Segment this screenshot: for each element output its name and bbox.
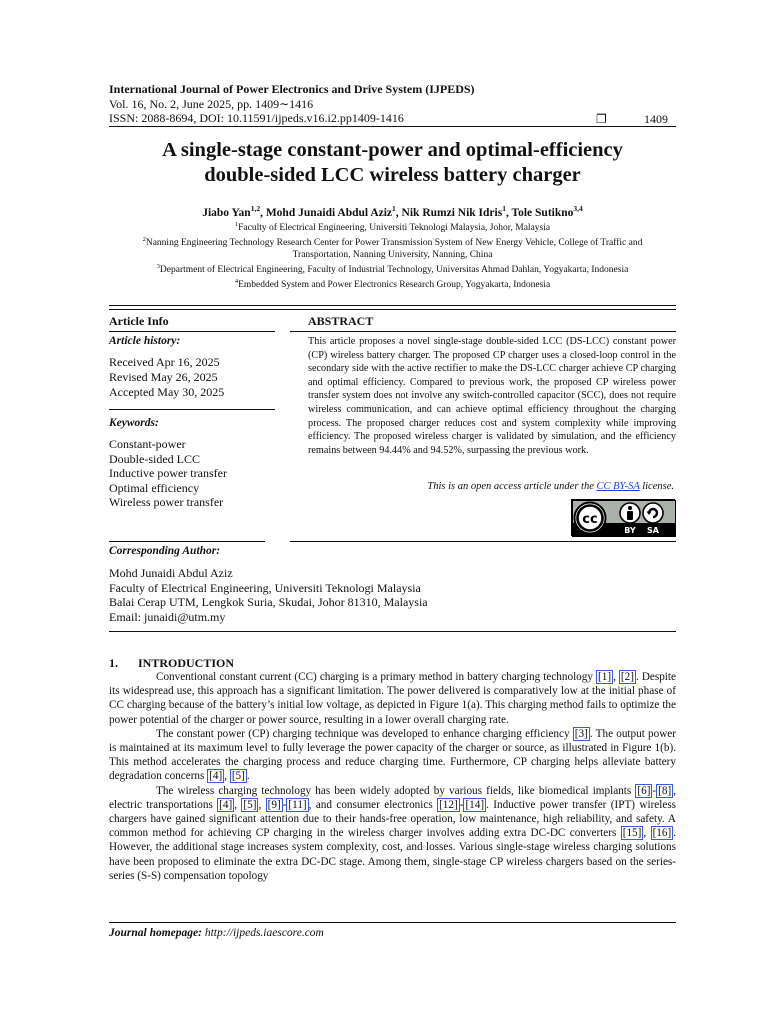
corresponding-block	[109, 566, 428, 624]
author-name: Jiabo Yan	[202, 206, 251, 219]
citation-link[interactable]: [6]	[637, 784, 651, 797]
abstract-text: This article proposes a novel single-stage double-sided LCC (DS-LCC) constant power (CP) wireless battery charger. The proposed CP charger uses a closed-loop control in the secondary side with the active rectifier to make the DS-LCC charger achieve CP charging and optimal efficiency. Compared to previous work, the proposed CP wireless power transfer system does not involve any switch-controlled capacitor (SCC), does not require wireless communication, and can achieve optimal efficiency throughout the charging process. The proposed charger reduces cost and system complexity while improving efficiency. The proposed wireless charger is validated by simulation, and the efficiency remains between 94.44% and 94.52%, surpassing the previous work.	[308, 336, 676, 456]
citation-link[interactable]: [5]	[231, 770, 245, 783]
homepage-label: Journal homepage:	[109, 927, 202, 939]
citation-link[interactable]: [9]	[267, 798, 281, 811]
author-separator: ,	[395, 206, 402, 219]
corresponding-rule-right	[290, 541, 676, 542]
citation-link[interactable]: [8]	[658, 784, 672, 797]
homepage-url[interactable]: http://ijpeds.iaescore.com	[204, 927, 324, 939]
intro-heading	[109, 656, 234, 671]
author-separator: ,	[505, 206, 512, 219]
cc-badge-graphic	[572, 500, 676, 537]
cc-glyph: cc	[582, 512, 598, 527]
keyword-item: Double-sided LCC	[109, 452, 200, 466]
author-affiliation-mark: 1	[392, 204, 396, 213]
affiliation-number: 2	[142, 236, 146, 244]
corresponding-rule-left	[109, 541, 265, 542]
cc-by-label: BY	[624, 526, 636, 535]
affiliation-text: Department of Electrical Engineering, Faculty of Industrial Technology, Universitas Ahmad Dahlan, Yogyakarta, Indonesia	[159, 265, 629, 276]
corresponding-name: Mohd Junaidi Abdul Aziz	[109, 566, 233, 580]
citation-link[interactable]: [1]	[598, 671, 612, 683]
intro-body	[109, 670, 676, 883]
header-rule	[109, 126, 676, 127]
keywords-rule	[109, 409, 275, 410]
citation-link[interactable]: [4]	[209, 770, 223, 783]
intro-title: INTRODUCTION	[138, 656, 235, 670]
article-info-heading: Article Info	[109, 314, 169, 328]
affiliation-number: 1	[234, 221, 239, 228]
affiliation-text: Transportation, Nanning University, Nanning, China	[292, 250, 493, 261]
citation-link[interactable]: [11]	[288, 798, 307, 811]
corresponding-bottom-rule	[109, 631, 676, 632]
affiliation-line	[109, 219, 676, 234]
author-list	[109, 204, 676, 219]
intro-paragraph-3: The wireless charging technology has been widely adopted by various fields, like biomedical implants [6] - [8] , electric transportations [4] , [5] , [9] - [11] , and consumer electronics [12] - [14] . Inductive power transfer (IPT) wireless chargers have gained significant attention due to their hands-free operation, low maintenance, high reliability, and safety. A common method for achieving CP charging in the wireless charger involves adding extra DC-DC converters [15] , [16] . However, the additional stage increases system complexity, cost, and losses. Various single-stage wireless charging solutions have been proposed to eliminate the extra DC-DC stage. Among them, single-stage CP wireless chargers based on the series-series (S-S) compensation topology	[109, 784, 677, 882]
accepted-date: Accepted May 30, 2025	[109, 385, 225, 399]
keyword-item: Constant-power	[109, 437, 186, 451]
article-history-heading: Article history:	[109, 335, 181, 347]
paper-title	[109, 138, 676, 188]
affiliation-text: Embedded System and Power Electronics Research Group, Yogyakarta, Indonesia	[238, 280, 551, 291]
affiliation-number: 3	[156, 263, 160, 271]
citation-link[interactable]: [14]	[465, 798, 485, 811]
affiliation-line	[109, 249, 676, 261]
page-number: 1409	[644, 112, 668, 126]
cc-sa-label: SA	[647, 526, 659, 535]
citation-link[interactable]: [12]	[439, 798, 458, 811]
keyword-item: Wireless power transfer	[109, 495, 224, 509]
corresponding-email[interactable]: Email: junaidi@utm.my	[109, 609, 226, 624]
affiliation-line	[109, 261, 676, 276]
citation-link[interactable]: [15]	[622, 827, 642, 840]
intro-paragraph-2: The constant power (CP) charging technique was developed to enhance charging efficiency [3] . The output power is maintained at its maximum level to fully leverage the power capacity of the charger or source, as illustrated in Figure 1(b). This method accelerates the charging process and reduce charging time. Furthermore, CP charging helps alleviate battery degradation concerns [4] , [5] .	[109, 727, 676, 783]
corresponding-faculty: Faculty of Electrical Engineering, Universiti Teknologi Malaysia	[109, 580, 421, 595]
author-separator: ,	[260, 206, 266, 219]
abstract-heading: ABSTRACT	[308, 314, 374, 328]
intro-paragraph-1: Conventional constant current (CC) charging is a primary method in battery charging technology [1] , [2] . Despite its widespread use, this approach has a significant limitation. The power delivered is comparatively low at the initial phase of CC charging because of the battery’s initial low voltage, as depicted in Figure 1(a). This charging method fails to optimize the power potential of the charger or power source, resulting in a lower overall charging rate.	[109, 671, 676, 726]
article-info-rule	[109, 331, 275, 332]
author-affiliation-mark: 1,2	[250, 204, 261, 213]
citation-link[interactable]: [3]	[574, 727, 588, 740]
citation-link[interactable]: [5]	[243, 798, 257, 811]
intro-number: 1.	[109, 656, 118, 670]
keyword-item: Optimal efficiency	[109, 481, 200, 495]
license-prefix: This is an open access article under the	[427, 481, 597, 492]
title-line-1: A single-stage constant-power and optimal-efficiency	[162, 139, 623, 161]
journal-homepage	[109, 927, 324, 939]
author-name: Tole Sutikno	[511, 206, 574, 219]
title-line-2: double-sided LCC wireless battery charger	[204, 164, 581, 186]
affiliation-list	[109, 219, 676, 292]
section-rule-top-2	[109, 309, 676, 310]
license-statement	[308, 481, 674, 492]
issn-line: ISSN: 2088-8694, DOI: 10.11591/ijpeds.v16.i2.pp1409-1416	[109, 111, 404, 125]
author-name: Mohd Junaidi Abdul Aziz	[265, 206, 393, 219]
affiliation-line	[109, 276, 676, 291]
abstract-rule	[290, 331, 676, 332]
section-rule-top	[109, 305, 676, 306]
author-name: Nik Rumzi Nik Idris	[401, 206, 503, 219]
citation-link[interactable]: [4]	[219, 798, 233, 811]
keywords-heading: Keywords:	[109, 417, 159, 429]
affiliation-line	[109, 234, 676, 249]
received-date: Received Apr 16, 2025	[109, 355, 220, 369]
corresponding-address: Balai Cerap UTM, Lengkok Suria, Skudai, Johor 81310, Malaysia	[109, 595, 428, 610]
author-affiliation-mark: 1	[502, 204, 506, 213]
license-link[interactable]: CC BY-SA	[596, 481, 640, 492]
revised-date: Revised May 26, 2025	[109, 370, 218, 384]
affiliation-text: Faculty of Electrical Engineering, Universiti Teknologi Malaysia, Johor, Malaysia	[238, 223, 551, 234]
license-suffix: license.	[639, 481, 674, 492]
cc-by-sa-badge-icon[interactable]	[571, 499, 675, 536]
footer-rule	[109, 922, 676, 923]
citation-link[interactable]: [2]	[620, 671, 634, 683]
volume-line: Vol. 16, No. 2, June 2025, pp. 1409∼1416	[109, 97, 314, 111]
author-affiliation-mark: 3,4	[573, 204, 583, 213]
affiliation-number: 4	[234, 278, 239, 286]
journal-name: International Journal of Power Electronics and Drive System (IJPEDS)	[109, 82, 475, 96]
affiliation-text: Nanning Engineering Technology Research Center for Power Transmission System of New Energy Vehicle, College of Traffic and	[145, 238, 643, 249]
citation-link[interactable]: [16]	[652, 827, 672, 840]
corresponding-heading: Corresponding Author:	[109, 545, 221, 557]
page-box-icon: ❐	[596, 112, 607, 126]
keyword-item: Inductive power transfer	[109, 466, 227, 480]
